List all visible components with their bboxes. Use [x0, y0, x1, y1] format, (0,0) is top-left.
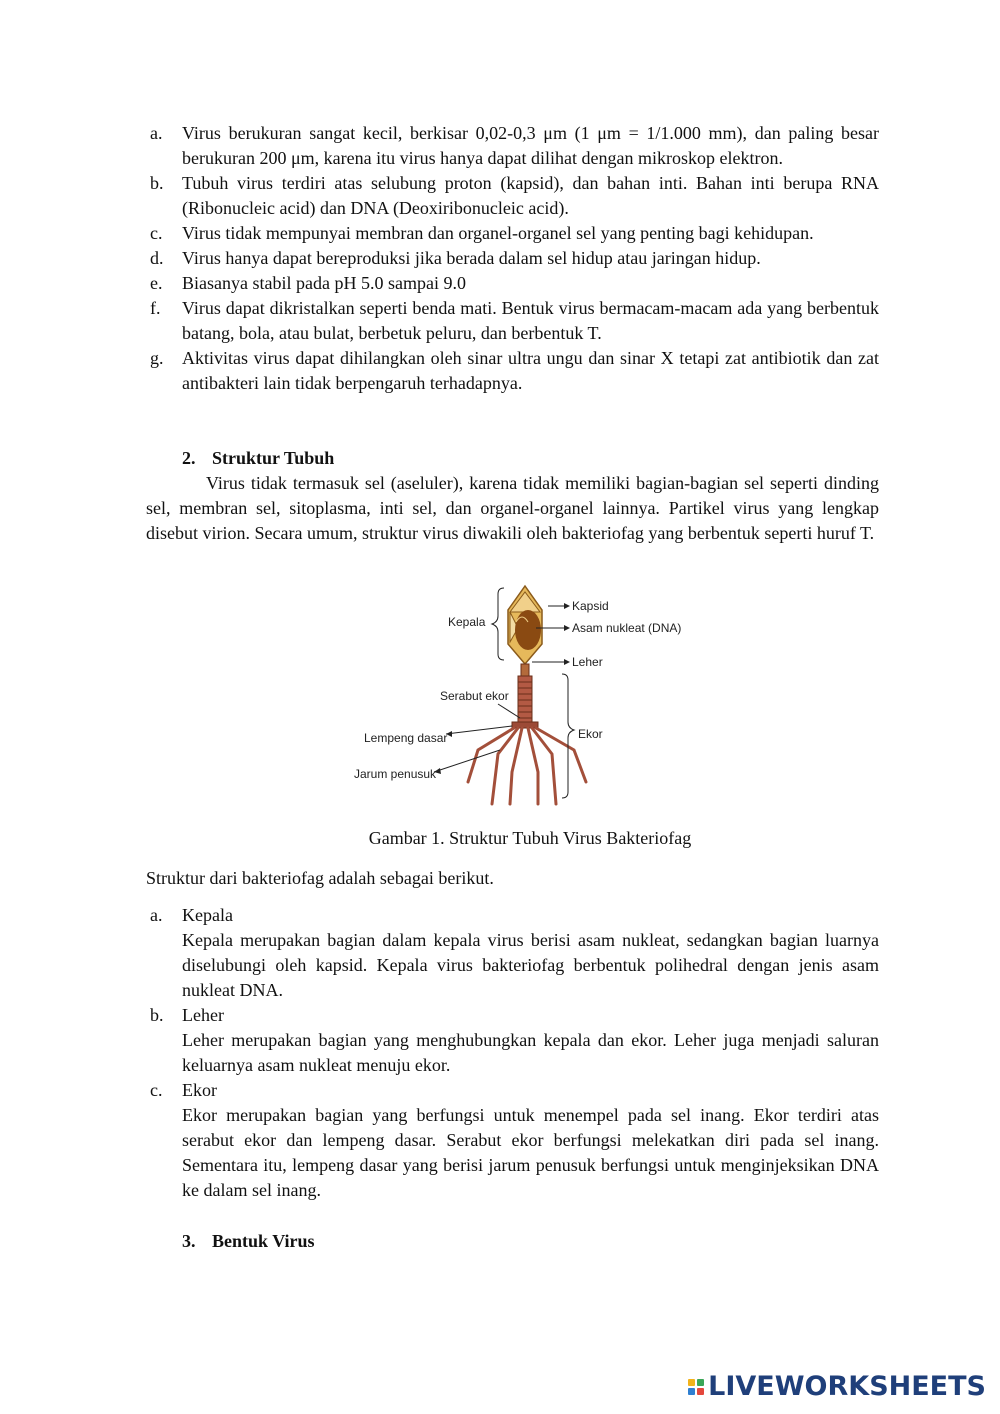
label-leher: Leher [572, 655, 603, 669]
list-item-kepala: a. Kepala Kepala merupakan bagian dalam kepala virus berisi asam nukleat, sedangkan bagian luarnya diselubungi oleh kapsid. Kepala virus bakteriofag berbentuk polihedral dengan jenis asam nukleat DNA. [150, 905, 879, 1000]
label-kapsid: Kapsid [572, 599, 609, 613]
ekor-bracket [562, 674, 574, 798]
virus-characteristics-list [146, 121, 879, 396]
jarum-penusuk-arrow [434, 750, 500, 772]
structure-list [146, 903, 879, 1203]
serabut-ekor-arrow [498, 704, 520, 718]
label-jarum-penusuk: Jarum penusuk [354, 767, 437, 781]
struktur-tubuh-paragraph: Virus tidak termasuk sel (aseluler), karena tidak memiliki bagian-bagian sel seperti dinding sel, membran sel, sitoplasma, inti sel, dan organel-organel lainnya. Partikel virus yang lengkap disebut virion. Secara umum, struktur virus diwakili oleh bakteriofag yang berbentuk seperti huruf T. [146, 473, 879, 543]
figure-caption: Gambar 1. Struktur Tubuh Virus Bakteriofag [368, 828, 692, 848]
liveworksheets-logo: LIVEWORKSHEETS [688, 1374, 986, 1399]
label-lempeng-dasar: Lempeng dasar [364, 731, 448, 745]
label-serabut-ekor: Serabut ekor [440, 689, 509, 703]
neck-shape [521, 664, 529, 676]
label-asam-nukleat: Asam nukleat (DNA) [572, 621, 682, 635]
logo-icon [688, 1379, 704, 1395]
kepala-bracket [492, 588, 504, 660]
label-ekor: Ekor [578, 727, 603, 741]
tail-sheath [518, 676, 532, 722]
list-item-leher: b. Leher Leher merupakan bagian yang menghubungkan kepala dan ekor. Leher juga menjadi saluran keluarnya asam nukleat menuju ekor. [150, 1005, 879, 1075]
section-heading-bentuk-virus: 3. Bentuk Virus [182, 1231, 315, 1251]
list-item-ekor: c. Ekor Ekor merupakan bagian yang berfungsi untuk menempel pada sel inang. Ekor terdiri atas serabut ekor dan lempeng dasar. Serabut ekor berfungsi melekatkan diri pada sel inang. Sementara itu, lempeng dasar yang berisi jarum penusuk berfungsi untuk menginjeksikan DNA ke dalam sel inang. [150, 1080, 879, 1200]
list-item: a. Virus berukuran sangat kecil, berkisar 0,02-0,3 μm (1 μm = 1/1.000 mm), dan paling besar berukuran 200 μm, karena itu virus hanya dapat dilihat dengan mikroskop elektron. [150, 123, 879, 168]
section-heading-struktur-tubuh: 2. Struktur Tubuh [182, 448, 335, 468]
list-item: g. Aktivitas virus dapat dihilangkan oleh sinar ultra ungu dan sinar X tetapi zat antibiotik dan zat antibakteri lain tidak berpengaruh terhadapnya. [150, 348, 879, 393]
structure-intro: Struktur dari bakteriofag adalah sebagai berikut. [146, 868, 494, 888]
dna-core [515, 610, 541, 650]
lempeng-dasar-arrow [446, 726, 512, 734]
base-plate [512, 722, 538, 728]
list-item: c. Virus tidak mempunyai membran dan organel-organel sel yang penting bagi kehidupan. [150, 223, 814, 243]
list-item: d. Virus hanya dapat bereproduksi jika berada dalam sel hidup atau jaringan hidup. [150, 248, 761, 268]
list-item: f. Virus dapat dikristalkan seperti benda mati. Bentuk virus bermacam-macam ada yang berbentuk batang, bola, atau bulat, berbetuk peluru, dan berbentuk T. [150, 298, 879, 343]
list-item: b. Tubuh virus terdiri atas selubung proton (kapsid), dan bahan inti. Bahan inti berupa RNA (Ribonucleic acid) dan DNA (Deoxiribonucleic acid). [150, 173, 879, 218]
label-kepala: Kepala [448, 615, 486, 629]
bacteriophage-diagram [340, 582, 700, 812]
list-item: e. Biasanya stabil pada pH 5.0 sampai 9.0 [150, 273, 466, 293]
